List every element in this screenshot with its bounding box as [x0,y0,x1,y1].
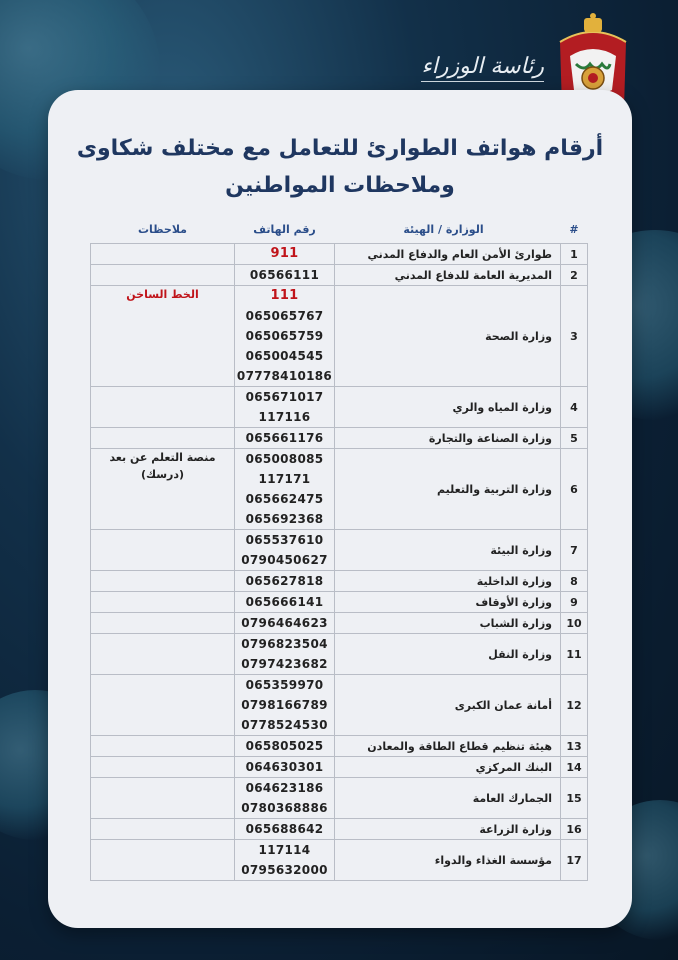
notes-cell [91,613,235,634]
note-text: منصة التعلم عن بعد [109,451,216,464]
phone-number: 117171 [258,472,311,486]
table-row [91,840,588,881]
row-number: 3 [561,286,588,387]
organization-name: الجمارك العامة [335,778,561,819]
phone-cell [235,819,335,840]
organization-name: وزارة الزراعة [335,819,561,840]
phone-cell [235,675,335,736]
phone-cell [235,840,335,881]
phone-number: 064623186 [245,781,324,795]
phone-cell [235,428,335,449]
notes-cell [91,675,235,736]
phone-number: 0795632000 [241,863,328,877]
phone-cell [235,449,335,530]
phone-number: 065537610 [245,533,324,547]
row-number: 11 [561,634,588,675]
row-number: 13 [561,736,588,757]
table-row [91,819,588,840]
row-number: 5 [561,428,588,449]
notes-cell [91,634,235,675]
notes-cell [91,757,235,778]
row-number: 14 [561,757,588,778]
phone-number: 06566111 [249,268,320,282]
brand-logo-text: رئاسة الوزراء [421,54,544,79]
phone-number: 0778524530 [241,718,328,732]
row-number: 9 [561,592,588,613]
organization-name: وزارة البيئة [335,530,561,571]
table-row [91,571,588,592]
organization-name: مؤسسة الغذاء والدواء [335,840,561,881]
notes-cell [91,571,235,592]
notes-cell [91,592,235,613]
phone-cell [235,265,335,286]
table-row [91,428,588,449]
phone-cell [235,592,335,613]
header-num: # [569,223,579,236]
phone-number: 065661176 [245,431,324,445]
phone-number: 065805025 [245,739,324,753]
phone-number: 0798166789 [241,698,328,712]
table-row [91,613,588,634]
notes-cell [91,387,235,428]
phone-cell [235,530,335,571]
phone-number: 0796823504 [241,637,328,651]
row-number: 8 [561,571,588,592]
phone-number: 911 [270,246,299,261]
phone-cell [235,571,335,592]
phone-number: 0796464623 [241,616,328,630]
table-row [91,736,588,757]
table-row [91,634,588,675]
title-line-1: أرقام هواتف الطوارئ للتعامل مع مختلف شكاوى [76,136,604,161]
phone-number: 065008085 [245,452,324,466]
notes-cell [91,244,235,265]
notes-cell [91,449,235,530]
organization-name: طوارئ الأمن العام والدفاع المدني [335,244,561,265]
organization-name: وزارة النقل [335,634,561,675]
phone-number: 065359970 [245,678,324,692]
phone-number: 0780368886 [241,801,328,815]
table-row [91,286,588,387]
table-row [91,244,588,265]
phone-cell [235,634,335,675]
phone-number: 065666141 [245,595,324,609]
row-number: 16 [561,819,588,840]
phone-number: 065688642 [245,822,324,836]
table-row [91,530,588,571]
table-row [91,387,588,428]
row-number: 10 [561,613,588,634]
header-notes: ملاحظات [138,223,187,236]
organization-name: أمانة عمان الكبرى [335,675,561,736]
row-number: 17 [561,840,588,881]
phone-number: 111 [270,288,299,303]
phone-cell [235,778,335,819]
table-row [91,592,588,613]
notes-cell [91,286,235,387]
notes-cell [91,265,235,286]
title-line-2: وملاحظات المواطنين [225,173,455,198]
table-header-row [91,216,588,244]
table-row [91,778,588,819]
phone-cell [235,757,335,778]
phone-number: 065671017 [245,390,324,404]
phone-cell [235,613,335,634]
phone-number: 0797423682 [241,657,328,671]
header-org: الوزارة / الهيئة [403,223,484,236]
row-number: 12 [561,675,588,736]
notes-cell [91,819,235,840]
header-phone: رقم الهاتف [253,223,316,236]
phone-number: 065065767 [245,309,324,323]
note-text: الخط الساخن [126,288,199,301]
phone-number: 065662475 [245,492,324,506]
phone-number: 064630301 [245,760,324,774]
phone-number: 117114 [258,843,311,857]
phone-cell [235,244,335,265]
notes-cell [91,530,235,571]
organization-name: وزارة الشباب [335,613,561,634]
table-row [91,265,588,286]
organization-name: وزارة التربية والتعليم [335,449,561,530]
phone-cell [235,387,335,428]
table-row [91,449,588,530]
table-row [91,757,588,778]
phone-number: 117116 [258,410,311,424]
row-number: 6 [561,449,588,530]
notes-cell [91,778,235,819]
row-number: 2 [561,265,588,286]
phone-cell [235,736,335,757]
phone-number: 065627818 [245,574,324,588]
row-number: 4 [561,387,588,428]
notes-cell [91,428,235,449]
organization-name: وزارة المياه والري [335,387,561,428]
page-title [68,130,612,204]
organization-name: المديرية العامة للدفاع المدني [335,265,561,286]
notes-cell [91,840,235,881]
table-body [91,244,588,881]
organization-name: وزارة الداخلية [335,571,561,592]
organization-name: وزارة الأوقاف [335,592,561,613]
row-number: 7 [561,530,588,571]
content-card [48,90,632,928]
organization-name: هيئة تنظيم قطاع الطاقة والمعادن [335,736,561,757]
organization-name: وزارة الصناعة والتجارة [335,428,561,449]
table-row [91,675,588,736]
phone-number: 065065759 [245,329,324,343]
phone-number: 065692368 [245,512,324,526]
row-number: 1 [561,244,588,265]
organization-name: وزارة الصحة [335,286,561,387]
phone-cell [235,286,335,387]
phone-number: 065004545 [245,349,324,363]
phone-number: 07778410186 [236,369,333,383]
note-text: (درسك) [140,468,185,481]
row-number: 15 [561,778,588,819]
phone-number: 0790450627 [241,553,328,567]
organization-name: البنك المركزي [335,757,561,778]
emergency-numbers-table [90,216,588,881]
notes-cell [91,736,235,757]
